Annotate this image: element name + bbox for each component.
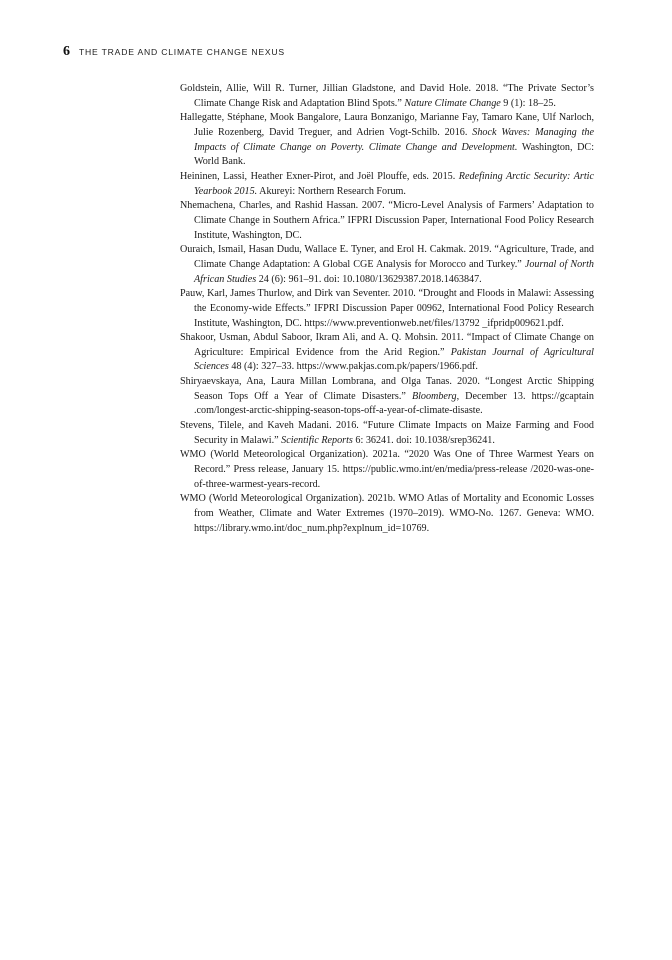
reference-text-tail: 9 (1): 18–25. (500, 97, 556, 109)
reference-italic-title: Redefining Arctic Security: Artic Yearbook 2015. (194, 170, 594, 197)
reference-entry (180, 287, 594, 331)
reference-italic-title: Journal of North African Studies (194, 258, 594, 285)
reference-text: WMO (World Meteorological Organization). 2021b. WMO Atlas of Mortality and Economic Losses from Weather, Climate and Water Extremes (1970–2019). WMO-No. 1267. Geneva: WMO. https://library.wmo.int/doc_num.php?explnum_id=10769. (180, 493, 594, 534)
reference-text-tail: Washington, DC: World Bank. (194, 141, 595, 168)
reference-text: Shiryaevskaya, Ana, Laura Millan Lombrana, and Olga Tanas. 2020. “Longest Arctic Shipping Season Tops Off a Year of Climate Disasters.” (180, 376, 594, 402)
reference-entry (180, 331, 594, 375)
reference-italic-title: Pakistan Journal of Agricultural Sciences (194, 346, 594, 373)
reference-entry (180, 82, 594, 111)
reference-text: Pauw, Karl, James Thurlow, and Dirk van Seventer. 2010. “Drought and Floods in Malawi: Assessing the Economy-wide Effects.” IFPRI Discussion Paper 00962, International Food Policy Research Institute, Washington, DC. https://www.preventionweb.net/files/13792 _ifpridp009621.pdf. (180, 288, 594, 329)
reference-entry (180, 111, 594, 170)
reference-entry (180, 375, 594, 419)
reference-text-tail: Akureyi: Northern Research Forum. (257, 185, 406, 197)
reference-text-tail: 48 (4): 327–33. https://www.pakjas.com.pk/papers/1966.pdf. (228, 361, 478, 373)
reference-text: WMO (World Meteorological Organization). 2021a. “2020 Was One of Three Warmest Years on Record.” Press release, January 15. https://public.wmo.int/en/media/press-release /2020-was-one-of-three-warmest-years-record. (180, 449, 594, 490)
reference-italic-title: Nature Climate Change (404, 97, 501, 109)
reference-text: Goldstein, Allie, Will R. Turner, Jillian Gladstone, and David Hole. 2018. “The Private Sector’s Climate Change Risk and Adaptation Blind Spots.” (180, 83, 594, 109)
reference-text-tail: 24 (6): 961–91. doi: 10.1080/13629387.2018.1463847. (256, 273, 482, 285)
reference-italic-title: Scientific Reports (281, 434, 353, 446)
running-head (63, 44, 285, 60)
reference-text-tail: , December 13. https://gcaptain .com/longest-arctic-shipping-season-tops-off-a-year-of-climate-disaste. (194, 390, 594, 417)
page-number: 6 (63, 44, 70, 59)
reference-list (180, 82, 594, 536)
reference-entry (180, 199, 594, 243)
reference-text: Nhemachena, Charles, and Rashid Hassan. 2007. “Micro-Level Analysis of Farmers’ Adaptation to Climate Change in Southern Africa.” IFPRI Discussion Paper, International Food Policy Research Institute, Washington, DC. (180, 200, 594, 241)
reference-text: Shakoor, Usman, Abdul Saboor, Ikram Ali, and A. Q. Mohsin. 2011. “Impact of Climate Change on Agriculture: Empirical Evidence from the Arid Region.” (180, 332, 594, 358)
reference-entry (180, 243, 594, 287)
reference-text: Stevens, Tilele, and Kaveh Madani. 2016. “Future Climate Impacts on Maize Farming and Food Security in Malawi.” (180, 420, 594, 446)
reference-italic-title: Shock Waves: Managing the Impacts of Climate Change on Poverty. Climate Change and Development. (194, 126, 594, 153)
reference-entry (180, 170, 594, 199)
reference-entry (180, 448, 594, 492)
reference-entry (180, 492, 594, 536)
running-title: THE TRADE AND CLIMATE CHANGE NEXUS (79, 47, 285, 57)
reference-italic-title: Bloomberg (411, 390, 457, 402)
reference-text-tail: 6: 36241. doi: 10.1038/srep36241. (352, 434, 495, 446)
reference-text: Heininen, Lassi, Heather Exner-Pirot, and Joël Plouffe, eds. 2015. (180, 170, 459, 182)
reference-text: Ouraich, Ismail, Hasan Dudu, Wallace E. Tyner, and Erol H. Cakmak. 2019. “Agriculture, Trade, and Climate Change Adaptation: A Global CGE Analysis for Morocco and Turkey.” (180, 244, 594, 270)
reference-text: Hallegatte, Stéphane, Mook Bangalore, Laura Bonzanigo, Marianne Fay, Tamaro Kane, Ulf Narloch, Julie Rozenberg, David Treguer, and Adrien Vogt-Schilb. 2016. (180, 112, 594, 138)
reference-entry (180, 419, 594, 448)
